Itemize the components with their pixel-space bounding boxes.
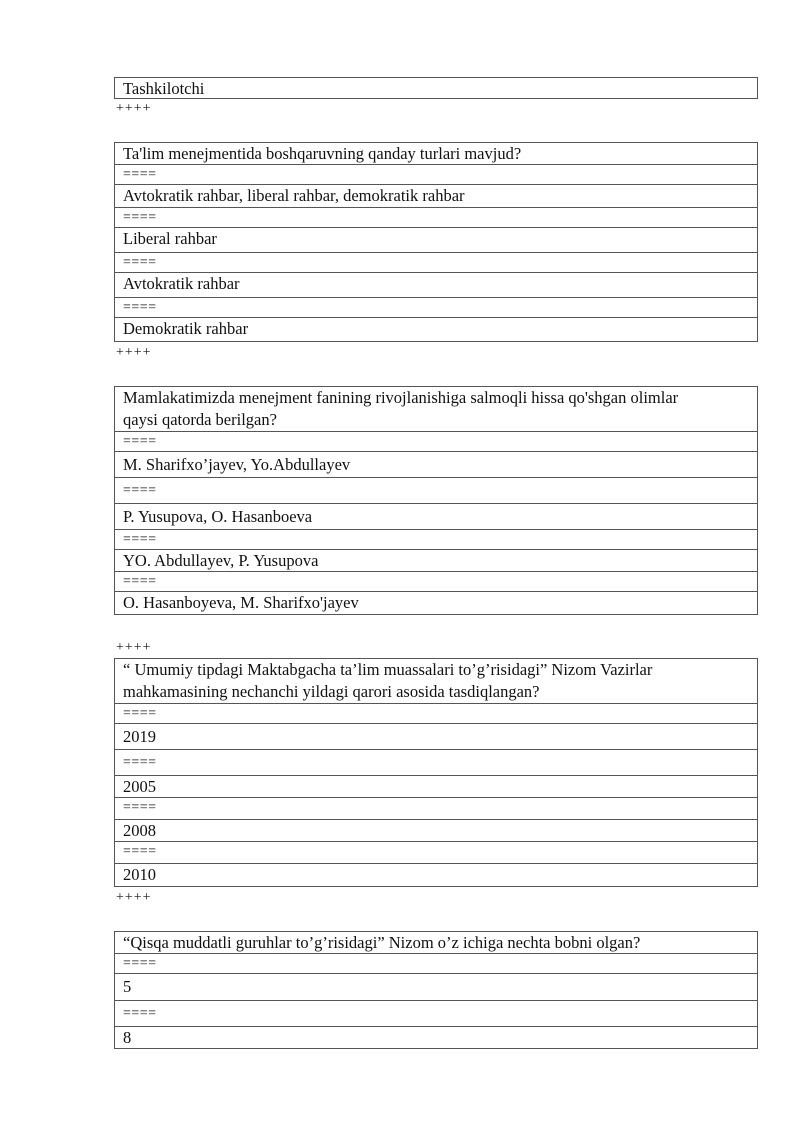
plus-separator: ++++ xyxy=(116,890,152,905)
answer-option: 2019 xyxy=(114,724,758,750)
answer-separator: ==== xyxy=(114,432,758,452)
answer-option: 2010 xyxy=(114,864,758,887)
question-text: Mamlakatimizda menejment fanining rivojlanishiga salmoqli hissa qo'shgan olimlar qaysi qatorda berilgan? xyxy=(114,386,758,432)
answer-separator: ==== xyxy=(114,253,758,273)
answer-option: Liberal rahbar xyxy=(114,228,758,253)
answer-option: YO. Abdullayev, P. Yusupova xyxy=(114,550,758,572)
question-text: “Qisqa muddatli guruhlar to’g’risidagi” Nizom o’z ichiga nechta bobni olgan? xyxy=(114,931,758,954)
answer-separator: ==== xyxy=(114,1001,758,1027)
answer-option: 8 xyxy=(114,1027,758,1049)
answer-option: P. Yusupova, O. Hasanboeva xyxy=(114,504,758,530)
answer-option: M. Sharifxo’jayev, Yo.Abdullayev xyxy=(114,452,758,478)
answer-option: Avtokratik rahbar xyxy=(114,273,758,298)
plus-separator: ++++ xyxy=(116,101,152,116)
answer-option: Demokratik rahbar xyxy=(114,318,758,342)
answer-option: 2008 xyxy=(114,820,758,842)
answer-option: 2005 xyxy=(114,776,758,798)
answer-separator: ==== xyxy=(114,954,758,974)
plus-separator: ++++ xyxy=(116,640,152,655)
answer-separator: ==== xyxy=(114,798,758,820)
answer-separator: ==== xyxy=(114,298,758,318)
answer-separator: ==== xyxy=(114,572,758,592)
answer-separator: ==== xyxy=(114,842,758,864)
question-text: Ta'lim menejmentida boshqaruvning qanday turlari mavjud? xyxy=(114,142,758,165)
answer-separator: ==== xyxy=(114,704,758,724)
plus-separator: ++++ xyxy=(116,345,152,360)
answer-option: Avtokratik rahbar, liberal rahbar, demokratik rahbar xyxy=(114,185,758,208)
answer-separator: ==== xyxy=(114,750,758,776)
answer-option: 5 xyxy=(114,974,758,1001)
answer-option: Tashkilotchi xyxy=(114,77,758,99)
answer-separator: ==== xyxy=(114,165,758,185)
question-text: “ Umumiy tipdagi Maktabgacha ta’lim muassalari to’g’risidagi” Nizom Vazirlar mahkamasining nechanchi yildagi qarori asosida tasdiqlangan? xyxy=(114,658,758,704)
answer-separator: ==== xyxy=(114,530,758,550)
answer-separator: ==== xyxy=(114,208,758,228)
answer-option: O. Hasanboyeva, M. Sharifxo'jayev xyxy=(114,592,758,615)
answer-separator: ==== xyxy=(114,478,758,504)
